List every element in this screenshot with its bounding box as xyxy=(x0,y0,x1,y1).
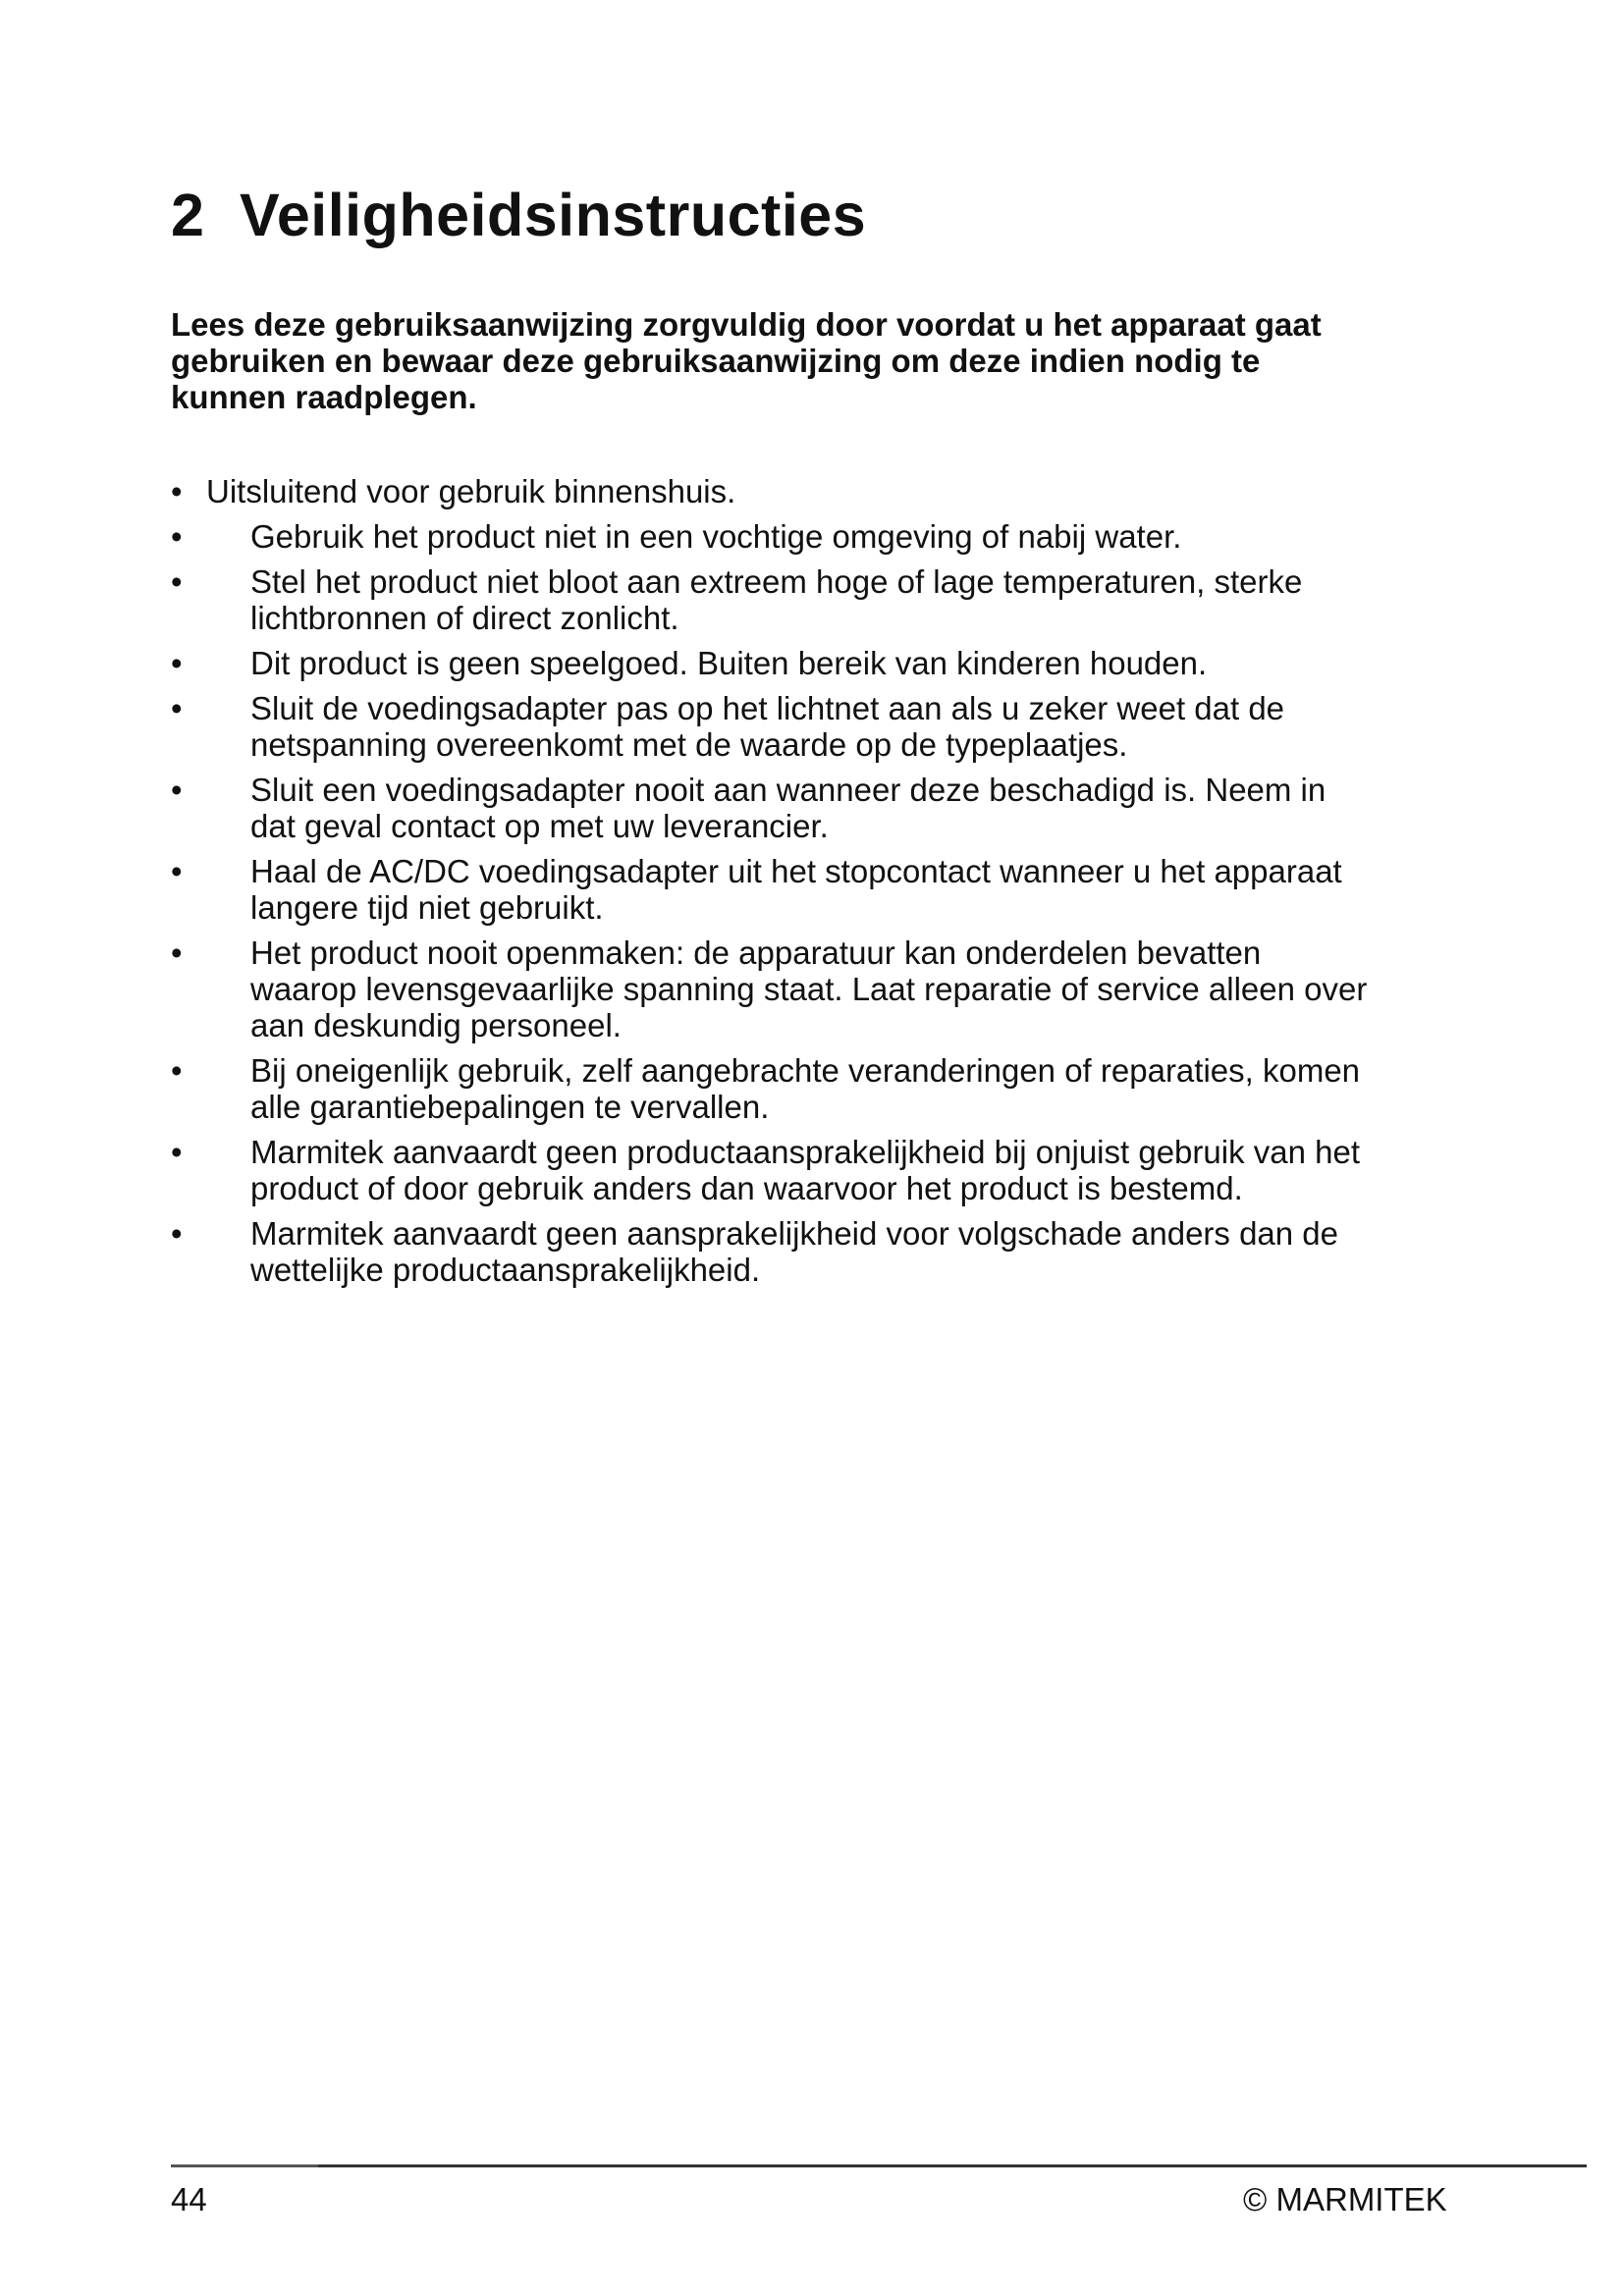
instruction-text: netspanning overeenkomt met de waarde op de typeplaatjes. xyxy=(250,726,1128,763)
instruction-text: dat geval contact op met uw leverancier. xyxy=(250,808,829,844)
instruction-item xyxy=(171,1134,1487,1206)
instruction-text: Haal de AC/DC voedingsadapter uit het stopcontact wanneer u het apparaat xyxy=(250,853,1342,889)
instruction-item xyxy=(171,772,1487,844)
instruction-text: langere tijd niet gebruikt. xyxy=(250,889,604,926)
instruction-text: waarop levensgevaarlijke spanning staat. Laat reparatie of service alleen over xyxy=(250,971,1368,1007)
instruction-text: Gebruik het product niet in een vochtige omgeving of nabij water. xyxy=(250,518,1182,555)
instruction-item xyxy=(171,934,1487,1043)
instruction-item xyxy=(171,1052,1487,1125)
bullet-icon: • xyxy=(171,473,183,509)
instruction-item xyxy=(171,563,1487,636)
instruction-text: Sluit de voedingsadapter pas op het lichtnet aan als u zeker weet dat de xyxy=(250,690,1285,726)
bullet-icon: • xyxy=(171,518,183,555)
intro-line: gebruiken en bewaar deze gebruiksaanwijzing om deze indien nodig te xyxy=(171,343,1261,379)
bullet-icon: • xyxy=(171,645,183,681)
instruction-text: product of door gebruik anders dan waarvoor het product is bestemd. xyxy=(250,1170,1243,1206)
instruction-text: Dit product is geen speelgoed. Buiten bereik van kinderen houden. xyxy=(250,645,1208,681)
instruction-item xyxy=(171,1215,1487,1288)
bullet-icon: • xyxy=(171,1052,183,1089)
instruction-text: Marmitek aanvaardt geen aansprakelijkheid voor volgschade anders dan de xyxy=(250,1215,1339,1252)
instruction-item xyxy=(171,518,1487,555)
instruction-text: Stel het product niet bloot aan extreem hoge of lage temperaturen, sterke xyxy=(250,563,1303,600)
page-number: 44 xyxy=(171,2181,207,2217)
bullet-icon: • xyxy=(171,690,183,726)
instruction-text: Bij oneigenlijk gebruik, zelf aangebrachte veranderingen of reparaties, komen xyxy=(250,1052,1361,1089)
bullet-icon: • xyxy=(171,1215,183,1252)
instruction-text: wettelijke productaansprakelijkheid. xyxy=(250,1252,761,1288)
bullet-icon: • xyxy=(171,563,183,600)
instruction-text: Uitsluitend voor gebruik binnenshuis. xyxy=(206,473,736,509)
instruction-item xyxy=(171,853,1487,926)
section-heading xyxy=(171,183,866,248)
instruction-text: alle garantiebepalingen te vervallen. xyxy=(250,1089,770,1125)
instruction-text: Marmitek aanvaardt geen productaansprakelijkheid bij onjuist gebruik van het xyxy=(250,1134,1360,1170)
instruction-text: Sluit een voedingsadapter nooit aan wanneer deze beschadigd is. Neem in xyxy=(250,772,1326,808)
instruction-text: aan deskundig personeel. xyxy=(250,1007,622,1043)
bullet-icon: • xyxy=(171,772,183,808)
bullet-icon: • xyxy=(171,934,183,971)
bullet-icon: • xyxy=(171,853,183,889)
section-title: Veiligheidsinstructies xyxy=(240,182,867,248)
section-number: 2 xyxy=(171,182,205,248)
footer-divider xyxy=(171,2164,1587,2167)
intro-line: Lees deze gebruiksaanwijzing zorgvuldig door voordat u het apparaat gaat xyxy=(171,306,1322,343)
instruction-item xyxy=(171,473,1487,509)
instruction-item xyxy=(171,690,1487,763)
instruction-item xyxy=(171,645,1487,681)
intro-line: kunnen raadplegen. xyxy=(171,379,477,415)
intro-paragraph xyxy=(171,306,1477,415)
copyright-notice: © MARMITEK xyxy=(1243,2181,1447,2217)
bullet-icon: • xyxy=(171,1134,183,1170)
instruction-text: lichtbronnen of direct zonlicht. xyxy=(250,600,679,636)
instruction-text: Het product nooit openmaken: de apparatuur kan onderdelen bevatten xyxy=(250,934,1262,971)
safety-instructions-list xyxy=(171,473,1487,1297)
